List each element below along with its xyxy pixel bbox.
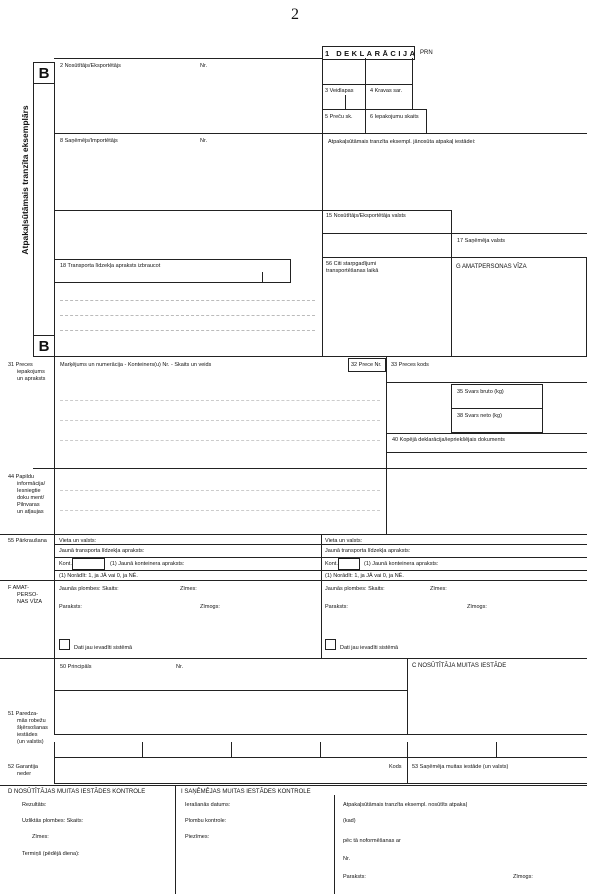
box51-tick (54, 742, 55, 757)
seals-affixed-label: Uzliktās plombes: Skaits: (22, 818, 84, 824)
box55-top-line (0, 534, 587, 535)
fill-line (60, 330, 315, 331)
departure-control-title: D NOSŪTĪTĀJAS MUITAS IESTĀDES KONTROLE (8, 789, 146, 795)
box8-label: 8 Saņēmējs/Importētājs (60, 138, 118, 144)
box18-divider (262, 272, 263, 283)
box33-bottom-line (386, 382, 587, 383)
box53-label: 53 Saņēmēja muitas iestāde (un valsts) (412, 764, 509, 770)
box4-label: 4 Kravas sar. (370, 88, 403, 94)
new-container-left: (1) Jaunā konteinera apraksts: (110, 561, 185, 567)
fill-line (60, 420, 380, 421)
return-when-label: (kad) (343, 818, 356, 824)
destination-control-title: I SAŅĒMĒJAS MUITAS IESTĀDES KONTROLE (181, 789, 311, 795)
row-line (54, 557, 587, 558)
kont-box-left (72, 558, 105, 570)
return-stamp-label: Zīmogs: (513, 874, 533, 880)
box50-left-line (54, 658, 55, 734)
box44-label-3: Iesniegtie (17, 488, 41, 494)
box44-label-5: Pilnvaras (17, 502, 40, 508)
box51-bottom-line (54, 757, 587, 758)
page-number: 2 (291, 6, 299, 23)
new-seals-left: Jaunās plombes: Skaits: (59, 586, 119, 592)
box3-top (322, 84, 413, 85)
return-divider (334, 795, 335, 894)
note-right: (1) Norādīt: 1, ja JĀ vai 0, ja NĒ. (325, 573, 404, 579)
entered-label-right: Dati jau ievadīti sistēmā (340, 645, 399, 651)
box6-right-line (426, 109, 427, 133)
note-left: (1) Norādīt: 1, ja JĀ vai 0, ja NĒ. (59, 573, 138, 579)
box51-label-2: mās robežu (17, 718, 46, 724)
return-signature-label: Paraksts: (343, 874, 366, 880)
seal-check-label: Plombu kontrole: (185, 818, 227, 824)
box40-bottom-line (386, 452, 587, 453)
time-limit-label: Termiņš (pēdējā diena): (22, 851, 80, 857)
declaration-left-line (322, 58, 323, 133)
box52-left-line (54, 757, 55, 783)
box33-label: 33 Preces kods (391, 362, 429, 368)
fill-line (60, 510, 380, 511)
declaration-title: 1 DEKLARĀCIJA (325, 49, 418, 58)
box17-label: 17 Saņēmēja valsts (457, 238, 505, 244)
place-country-left: Vieta un valsts: (59, 538, 97, 544)
box-f-label-1: F AMAT- (8, 585, 29, 591)
kont-right: Kont. (325, 561, 338, 567)
box52-label-1: 52 Garantija (8, 764, 38, 770)
side-title: Atpakaļsūtāmais tranzīta eksemplārs (20, 105, 30, 255)
box44-label-6: un atļaujas (17, 509, 44, 515)
marks-right: Zīmes: (430, 586, 447, 592)
box51-label-5: (un valstis) (17, 739, 44, 745)
box38 (451, 408, 543, 433)
control-top-line (0, 785, 587, 786)
box44-label-4: doku ment/ (17, 495, 45, 501)
box35-label: 35 Svars bruto (kg) (457, 389, 504, 395)
box51-tick (231, 742, 232, 757)
result-label: Rezultāts: (22, 802, 47, 808)
official-visa-label: G AMATPERSONAS VĪZA (456, 264, 527, 270)
box2-top-line (54, 58, 322, 59)
fill-line (60, 315, 315, 316)
entered-checkbox-right[interactable] (325, 639, 336, 650)
box15-top-line (54, 210, 451, 211)
new-transport-right: Jaunā transporta līdzekļa apraksts: (325, 548, 411, 554)
box51-top-line (54, 734, 587, 735)
box31-label-3: un apraksts (17, 376, 46, 382)
box44-label-2: informācija/ (17, 481, 46, 487)
box2-nr-label: Nr. (200, 63, 208, 69)
box35 (451, 384, 543, 409)
row-line (54, 570, 587, 571)
center-divider (322, 133, 323, 356)
box50-top-line (0, 658, 587, 659)
return-note: Atpakaļsūtāmais tranzīta eksempl. jānosūta atpakaļ iestādei: (328, 139, 476, 145)
box44-divider (386, 468, 387, 534)
box31-top-line (33, 356, 587, 357)
box52-bottom-line (54, 783, 587, 784)
fill-line (60, 300, 315, 301)
box51-label-3: šķērsošanas (17, 725, 48, 731)
entered-checkbox-left[interactable] (59, 639, 70, 650)
new-container-right: (1) Jaunā konteinera apraksts: (364, 561, 439, 567)
box55-mid-line (321, 534, 322, 658)
box-f-top-line (0, 580, 587, 581)
signature-left: Paraksts: (59, 604, 82, 610)
copy-letter-top: B (33, 62, 55, 84)
box8-top-line (54, 133, 587, 134)
kont-box-right (338, 558, 360, 570)
box31-label-1: 31 Preces (8, 362, 33, 368)
entered-label-left: Dati jau ievadīti sistēmā (74, 645, 133, 651)
return-sent-label: Atpakaļsūtāmais tranzīta eksempl. nosūtīts atpakaļ (343, 802, 467, 808)
box18-label: 18 Transporta līdzekļa apraksts izbraucot (60, 263, 161, 269)
box31-heading: Marķējums un numerācija - Konteiners(u) Nr. - Skaits un veids (60, 362, 212, 368)
signature-right: Paraksts: (325, 604, 348, 610)
fill-line (60, 400, 380, 401)
box32-label: 32 Prece Nr. (351, 362, 382, 368)
box51-tick (407, 742, 408, 757)
return-after-label: pēc tā noformēšanas ar (343, 838, 401, 844)
box51-label-4: iestādes (17, 732, 38, 738)
box-g-left-line (451, 257, 452, 356)
box44-label-1: 44 Papildu (8, 474, 34, 480)
box56-label-1: 56 Citi starpgadījumi (326, 261, 377, 267)
box38-label: 38 Svars neto (kg) (457, 413, 502, 419)
box55-label: 55 Pārkraušana (8, 538, 47, 544)
box51-tick (142, 742, 143, 757)
new-seals-right: Jaunās plombes: Skaits: (325, 586, 385, 592)
box51-tick (320, 742, 321, 757)
control-divider (175, 785, 176, 894)
marks-left: Zīmes: (180, 586, 197, 592)
box56-label-2: transportēšanas laikā (326, 268, 379, 274)
box5-label: 5 Preču sk. (325, 114, 353, 120)
stamp-right: Zīmogs: (467, 604, 487, 610)
box31-label-2: iepakojums (17, 369, 45, 375)
box40-label: 40 Kopējā deklarācija/iepriekšējais dokuments (392, 437, 505, 443)
row-line (54, 544, 587, 545)
box-f-left-line (54, 580, 55, 658)
kont-left: Kont. (59, 561, 72, 567)
box-f-label-2: PERSO- (17, 592, 39, 598)
box6-label: 6 Iepakojumu skaits (370, 114, 419, 120)
box44-top-line (33, 468, 587, 469)
box3-label: 3 Veidlapas (325, 88, 354, 94)
return-nr-label: Nr. (343, 856, 351, 862)
box3-divider (345, 95, 346, 109)
prn-label: PRN (420, 50, 433, 56)
box52-label-2: neder (17, 771, 32, 777)
box5-top (322, 109, 427, 110)
box-c-left-line (407, 658, 408, 734)
arrival-date-label: Ierašanās datums: (185, 802, 231, 808)
side-column-left-border (33, 62, 34, 357)
box50-nr-label: Nr. (176, 664, 184, 670)
code-label: Kods (389, 764, 402, 770)
fill-line (60, 440, 380, 441)
box40-top-line (386, 433, 587, 434)
box56-top-line (322, 257, 587, 258)
box2-label: 2 Nosūtītājs/Eksportētājs (60, 63, 121, 69)
box51-tick (496, 742, 497, 757)
box51-label-1: 51 Paredza- (8, 711, 38, 717)
box5-divider (365, 109, 366, 133)
fill-line (60, 490, 380, 491)
box53-left-line (407, 757, 408, 783)
place-country-right: Vieta un valsts: (325, 538, 363, 544)
box15-label: 15 Nosūtītājs/Eksportētāja valsts (326, 213, 406, 219)
remarks-label: Piezīmes: (185, 834, 210, 840)
copy-letter-bottom: B (33, 335, 55, 357)
stamp-left: Zīmogs: (200, 604, 220, 610)
box50-mid-line (54, 690, 407, 691)
marks-label: Zīmes: (32, 834, 49, 840)
box50-label: 50 Principāls (60, 664, 92, 670)
new-transport-left: Jaunā transporta līdzekļa apraksts: (59, 548, 145, 554)
departure-office-label: C NOSŪTĪTĀJA MUITAS IESTĀDE (412, 663, 507, 669)
box-g-right-line (586, 257, 587, 356)
box8-nr-label: Nr. (200, 138, 208, 144)
box17-top-line (322, 233, 587, 234)
box-f-label-3: NAS VĪZA (17, 599, 43, 605)
